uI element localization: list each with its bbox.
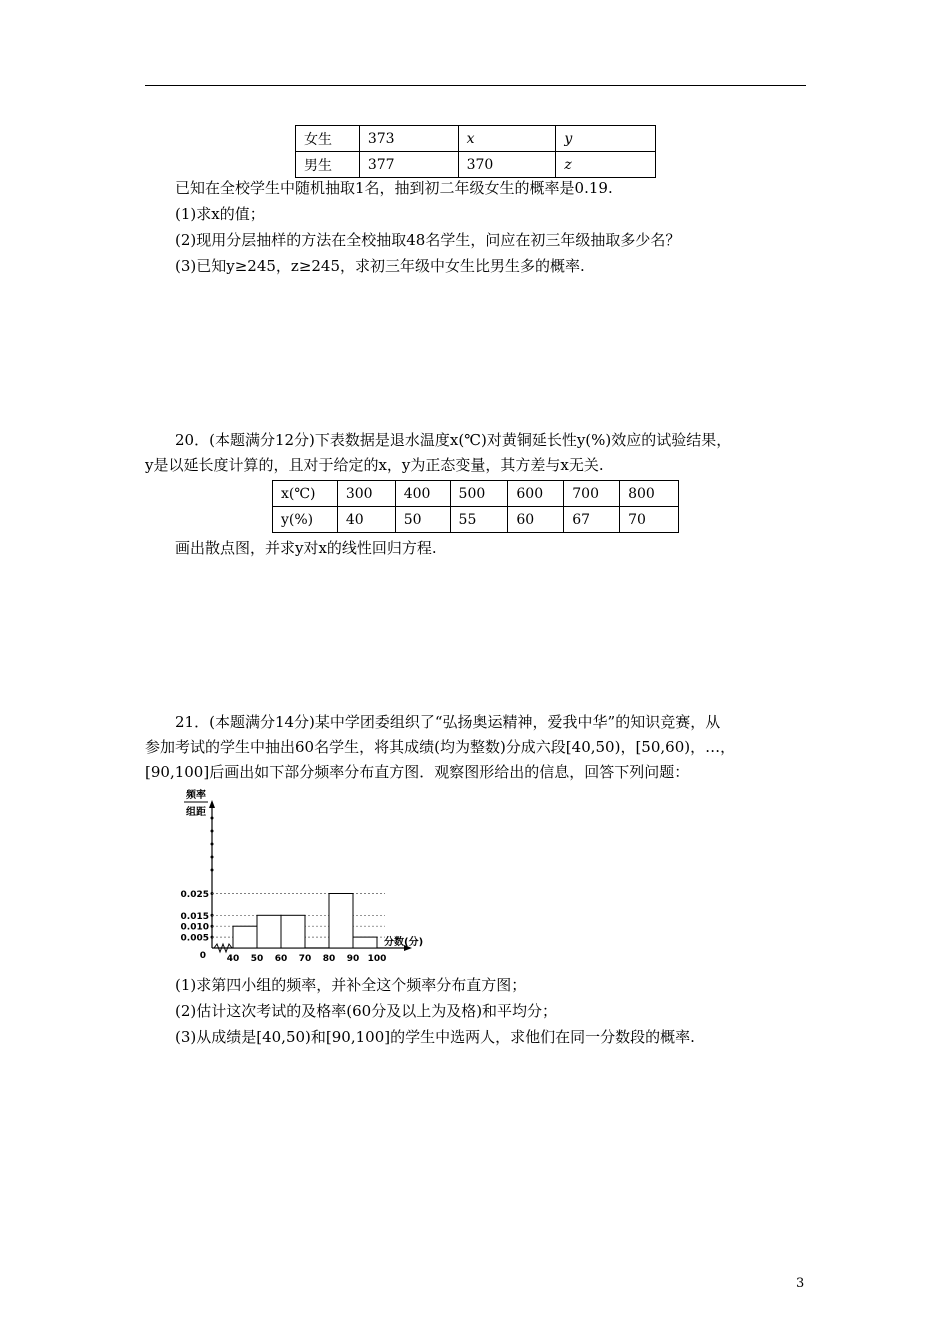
y-axis-dot bbox=[211, 869, 214, 872]
table-row bbox=[273, 507, 679, 533]
table-cell: x bbox=[458, 126, 556, 152]
q19-intro: 已知在全校学生中随机抽取1名，抽到初二年级女生的概率是0.19. bbox=[175, 179, 613, 197]
table-cell: 800 bbox=[620, 481, 679, 507]
q20-line2: y是以延长度计算的，且对于给定的x，y为正态变量，其方差与x无关. bbox=[145, 456, 604, 474]
q19-part2: (2)现用分层抽样的方法在全校抽取48名学生，问应在初三年级抽取多少名？ bbox=[175, 231, 681, 249]
header-rule bbox=[145, 85, 806, 86]
histogram-bar bbox=[257, 915, 281, 948]
x-tick-label: 60 bbox=[274, 954, 288, 963]
q21-line2: 参加考试的学生中抽出60名学生，将其成绩(均为整数)分成六段[40,50)，[50,60)，…， bbox=[145, 738, 736, 756]
x-tick-label: 90 bbox=[346, 954, 360, 963]
y-tick-label: 0.005 bbox=[180, 933, 209, 944]
table-cell: 700 bbox=[564, 481, 620, 507]
x-tick-label: 70 bbox=[298, 954, 312, 963]
x-tick-label: 50 bbox=[250, 954, 264, 963]
row-label: 男生 bbox=[296, 152, 360, 178]
x-tick-label: 80 bbox=[322, 954, 336, 963]
grade-table bbox=[295, 125, 656, 178]
y-axis-dot bbox=[211, 817, 214, 820]
table-row bbox=[273, 481, 679, 507]
temperature-table bbox=[272, 480, 679, 533]
table-cell: 600 bbox=[508, 481, 564, 507]
table-cell: 500 bbox=[450, 481, 508, 507]
frequency-histogram bbox=[170, 788, 440, 963]
row-label: 女生 bbox=[296, 126, 360, 152]
q21-part3: (3)从成绩是[40,50)和[90,100]的学生中选两人，求他们在同一分数段的概率. bbox=[175, 1028, 695, 1046]
table-cell: 70 bbox=[620, 507, 679, 533]
header-cell: x(℃) bbox=[273, 481, 338, 507]
q20-ask: 画出散点图，并求y对x的线性回归方程. bbox=[175, 539, 437, 557]
page-number: 3 bbox=[796, 1276, 805, 1291]
header-cell: y(%) bbox=[273, 507, 338, 533]
table-cell: y bbox=[556, 126, 656, 152]
histogram-bar bbox=[233, 926, 257, 948]
y-axis-arrow bbox=[209, 800, 215, 808]
q21-part2: (2)估计这次考试的及格率(60分及以上为及格)和平均分； bbox=[175, 1002, 558, 1020]
q21-line1: 21．(本题满分14分)某中学团委组织了“弘扬奥运精神，爱我中华”的知识竞赛，从 bbox=[175, 713, 721, 731]
table-cell: 370 bbox=[458, 152, 556, 178]
q19-part1: (1)求x的值； bbox=[175, 205, 265, 223]
table-cell: 67 bbox=[564, 507, 620, 533]
table-cell: 40 bbox=[337, 507, 395, 533]
table-cell: 55 bbox=[450, 507, 508, 533]
y-axis-dot bbox=[211, 830, 214, 833]
q21-line3: [90,100]后画出如下部分频率分布直方图．观察图形给出的信息，回答下列问题： bbox=[145, 763, 690, 781]
origin-label: 0 bbox=[199, 951, 206, 961]
y-axis-dot bbox=[211, 856, 214, 859]
q19-part3: (3)已知y≥245，z≥245，求初三年级中女生比男生多的概率. bbox=[175, 257, 585, 275]
x-tick-label: 100 bbox=[367, 954, 387, 963]
y-label-top: 频率 bbox=[186, 790, 206, 801]
y-tick-label: 0.025 bbox=[180, 890, 209, 900]
q20-line1: 20．(本题满分12分)下表数据是退水温度x(℃)对黄铜延长性y(%)效应的试验结果， bbox=[175, 431, 732, 449]
q21-part1: (1)求第四小组的频率，并补全这个频率分布直方图； bbox=[175, 976, 527, 994]
x-tick-label: 40 bbox=[226, 954, 240, 963]
table-row bbox=[296, 126, 656, 152]
histogram-bar bbox=[281, 915, 305, 948]
x-axis-label: 分数(分) bbox=[384, 937, 424, 948]
y-tick-label: 0.010 bbox=[180, 922, 209, 933]
table-row bbox=[296, 152, 656, 178]
y-tick-label: 0.015 bbox=[180, 911, 209, 922]
y-label-bottom: 组距 bbox=[186, 807, 206, 818]
table-cell: 377 bbox=[359, 152, 458, 178]
table-cell: 300 bbox=[337, 481, 395, 507]
table-cell: z bbox=[556, 152, 656, 178]
table-cell: 373 bbox=[359, 126, 458, 152]
table-cell: 400 bbox=[395, 481, 450, 507]
histogram-bar bbox=[329, 894, 353, 949]
histogram-bars bbox=[233, 894, 377, 949]
table-cell: 60 bbox=[508, 507, 564, 533]
y-axis-dot bbox=[211, 843, 214, 846]
histogram-bar bbox=[353, 937, 377, 948]
table-cell: 50 bbox=[395, 507, 450, 533]
